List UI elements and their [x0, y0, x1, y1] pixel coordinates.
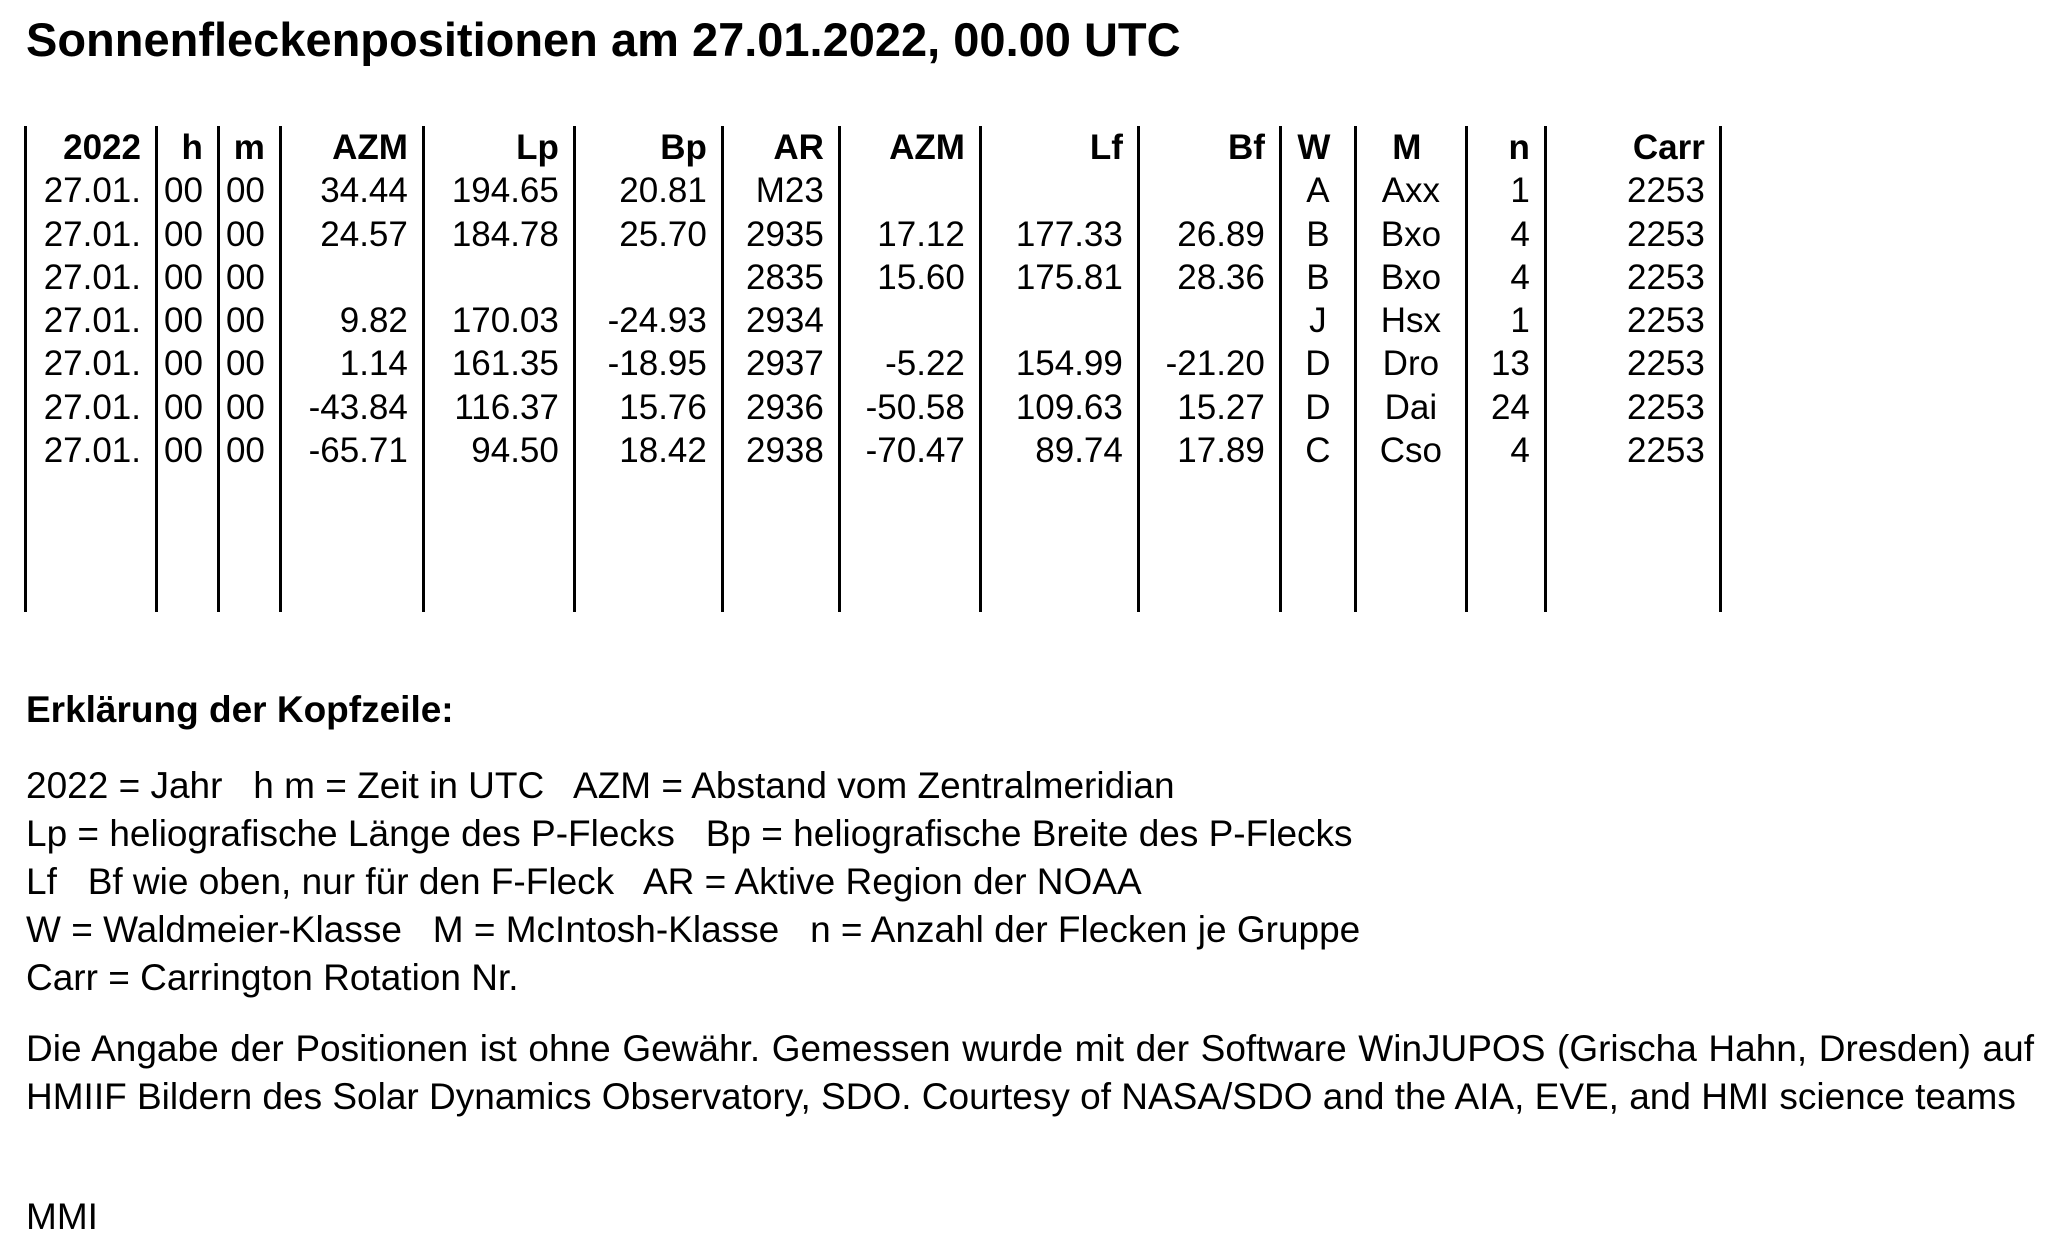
cell-date: 27.01.: [26, 299, 157, 342]
header-lp: Lp: [423, 126, 574, 169]
cell-lf: 177.33: [980, 213, 1138, 256]
legend-line: Lp = heliografische Länge des P-Flecks Bp = heliografische Breite des P-Flecks: [26, 813, 1353, 854]
cell-ar: 2938: [722, 429, 839, 472]
cell-minute: 00: [218, 386, 280, 429]
cell-count: 24: [1466, 386, 1545, 429]
cell-azm-p: 1.14: [280, 342, 423, 385]
cell-waldmeier: A: [1280, 169, 1355, 212]
empty-cell: [1280, 472, 1355, 612]
cell-bp: 25.70: [574, 213, 722, 256]
cell-bp: 15.76: [574, 386, 722, 429]
cell-mcintosh: Cso: [1355, 429, 1466, 472]
legend-line: 2022 = Jahr h m = Zeit in UTC AZM = Abstand vom Zentralmeridian: [26, 765, 1175, 806]
empty-cell: [839, 472, 980, 612]
cell-ar: 2936: [722, 386, 839, 429]
cell-bf: 17.89: [1138, 429, 1280, 472]
header-bf: Bf: [1138, 126, 1280, 169]
cell-date: 27.01.: [26, 256, 157, 299]
header-lf: Lf: [980, 126, 1138, 169]
cell-mcintosh: Bxo: [1355, 213, 1466, 256]
header-minute: m: [218, 126, 280, 169]
cell-lp: 94.50: [423, 429, 574, 472]
cell-hour: 00: [157, 299, 219, 342]
cell-count: 4: [1466, 256, 1545, 299]
cell-lf: 154.99: [980, 342, 1138, 385]
cell-azm-p: 24.57: [280, 213, 423, 256]
table-row: [26, 429, 1721, 472]
cell-azm-p: 34.44: [280, 169, 423, 212]
cell-mcintosh: Axx: [1355, 169, 1466, 212]
table-row: [26, 386, 1721, 429]
cell-hour: 00: [157, 386, 219, 429]
cell-lp: 194.65: [423, 169, 574, 212]
empty-cell: [157, 472, 219, 612]
legend-block: [26, 762, 1360, 1002]
header-azm-f: AZM: [839, 126, 980, 169]
cell-ar: 2835: [722, 256, 839, 299]
header-year: 2022: [26, 126, 157, 169]
cell-lp: 170.03: [423, 299, 574, 342]
page-title: Sonnenfleckenpositionen am 27.01.2022, 00.00 UTC: [26, 13, 1181, 66]
empty-cell: [1355, 472, 1466, 612]
cell-hour: 00: [157, 213, 219, 256]
cell-waldmeier: J: [1280, 299, 1355, 342]
cell-azm-f: [839, 169, 980, 212]
header-mcintosh: M: [1355, 126, 1466, 169]
cell-minute: 00: [218, 342, 280, 385]
table-empty-row: [26, 472, 1721, 612]
cell-azm-p: -43.84: [280, 386, 423, 429]
table-row: [26, 299, 1721, 342]
cell-count: 4: [1466, 429, 1545, 472]
cell-count: 13: [1466, 342, 1545, 385]
header-bp: Bp: [574, 126, 722, 169]
cell-count: 4: [1466, 213, 1545, 256]
header-waldmeier: W: [1280, 126, 1355, 169]
cell-carrington: 2253: [1545, 213, 1720, 256]
header-ar: AR: [722, 126, 839, 169]
cell-lp: [423, 256, 574, 299]
cell-bf: 15.27: [1138, 386, 1280, 429]
cell-count: 1: [1466, 299, 1545, 342]
cell-bp: -24.93: [574, 299, 722, 342]
cell-azm-f: -50.58: [839, 386, 980, 429]
cell-mcintosh: Dro: [1355, 342, 1466, 385]
cell-bp: -18.95: [574, 342, 722, 385]
cell-carrington: 2253: [1545, 429, 1720, 472]
cell-ar: 2934: [722, 299, 839, 342]
cell-azm-p: -65.71: [280, 429, 423, 472]
legend-heading: Erklärung der Kopfzeile:: [26, 689, 454, 730]
cell-waldmeier: B: [1280, 256, 1355, 299]
cell-hour: 00: [157, 342, 219, 385]
cell-bf: [1138, 299, 1280, 342]
legend-line: Carr = Carrington Rotation Nr.: [26, 957, 519, 998]
cell-bp: [574, 256, 722, 299]
cell-lp: 116.37: [423, 386, 574, 429]
cell-mcintosh: Hsx: [1355, 299, 1466, 342]
empty-cell: [280, 472, 423, 612]
cell-mcintosh: Dai: [1355, 386, 1466, 429]
cell-lf: 175.81: [980, 256, 1138, 299]
cell-date: 27.01.: [26, 429, 157, 472]
cell-bp: 18.42: [574, 429, 722, 472]
cell-waldmeier: D: [1280, 342, 1355, 385]
empty-cell: [1466, 472, 1545, 612]
cell-azm-p: 9.82: [280, 299, 423, 342]
cell-carrington: 2253: [1545, 386, 1720, 429]
cell-azm-f: -70.47: [839, 429, 980, 472]
table-row: [26, 256, 1721, 299]
cell-waldmeier: C: [1280, 429, 1355, 472]
cell-date: 27.01.: [26, 213, 157, 256]
cell-date: 27.01.: [26, 342, 157, 385]
cell-waldmeier: D: [1280, 386, 1355, 429]
cell-count: 1: [1466, 169, 1545, 212]
header-hour: h: [157, 126, 219, 169]
header-count: n: [1466, 126, 1545, 169]
cell-carrington: 2253: [1545, 169, 1720, 212]
cell-bp: 20.81: [574, 169, 722, 212]
cell-lp: 184.78: [423, 213, 574, 256]
empty-cell: [218, 472, 280, 612]
cell-bf: -21.20: [1138, 342, 1280, 385]
cell-ar: 2937: [722, 342, 839, 385]
cell-minute: 00: [218, 213, 280, 256]
table-row: [26, 213, 1721, 256]
disclaimer-paragraph: Die Angabe der Positionen ist ohne Gewähr. Gemessen wurde mit der Software WinJUPOS (Grischa Hahn, Dresden) auf HMIIF Bildern des Solar Dynamics Observatory, SDO. Courtesy of NASA/SDO and the AIA, EVE, and HMI science teams: [26, 1028, 2034, 1117]
header-carrington: Carr: [1545, 126, 1720, 169]
empty-cell: [26, 472, 157, 612]
cell-azm-f: -5.22: [839, 342, 980, 385]
cell-azm-f: 17.12: [839, 213, 980, 256]
header-azm-p: AZM: [280, 126, 423, 169]
cell-carrington: 2253: [1545, 256, 1720, 299]
table-header-row: [26, 126, 1721, 169]
table-row: [26, 342, 1721, 385]
cell-azm-f: [839, 299, 980, 342]
cell-lf: [980, 299, 1138, 342]
legend-line: W = Waldmeier-Klasse M = McIntosh-Klasse n = Anzahl der Flecken je Gruppe: [26, 909, 1361, 950]
sunspot-table-container: [24, 126, 1722, 612]
cell-hour: 00: [157, 429, 219, 472]
empty-cell: [722, 472, 839, 612]
author-signature: MMI: [26, 1196, 98, 1237]
cell-bf: 28.36: [1138, 256, 1280, 299]
cell-minute: 00: [218, 429, 280, 472]
cell-carrington: 2253: [1545, 342, 1720, 385]
cell-azm-f: 15.60: [839, 256, 980, 299]
cell-waldmeier: B: [1280, 213, 1355, 256]
cell-date: 27.01.: [26, 169, 157, 212]
cell-minute: 00: [218, 299, 280, 342]
cell-date: 27.01.: [26, 386, 157, 429]
empty-cell: [574, 472, 722, 612]
sunspot-positions-table: [24, 126, 1722, 612]
empty-cell: [1138, 472, 1280, 612]
cell-minute: 00: [218, 169, 280, 212]
cell-carrington: 2253: [1545, 299, 1720, 342]
cell-bf: 26.89: [1138, 213, 1280, 256]
cell-minute: 00: [218, 256, 280, 299]
cell-lf: 109.63: [980, 386, 1138, 429]
empty-cell: [423, 472, 574, 612]
cell-ar: 2935: [722, 213, 839, 256]
empty-cell: [980, 472, 1138, 612]
table-row: [26, 169, 1721, 212]
cell-lf: 89.74: [980, 429, 1138, 472]
cell-ar: M23: [722, 169, 839, 212]
cell-lf: [980, 169, 1138, 212]
cell-azm-p: [280, 256, 423, 299]
cell-lp: 161.35: [423, 342, 574, 385]
cell-mcintosh: Bxo: [1355, 256, 1466, 299]
legend-line: Lf Bf wie oben, nur für den F-Fleck AR = Aktive Region der NOAA: [26, 861, 1142, 902]
cell-bf: [1138, 169, 1280, 212]
cell-hour: 00: [157, 256, 219, 299]
cell-hour: 00: [157, 169, 219, 212]
empty-cell: [1545, 472, 1720, 612]
